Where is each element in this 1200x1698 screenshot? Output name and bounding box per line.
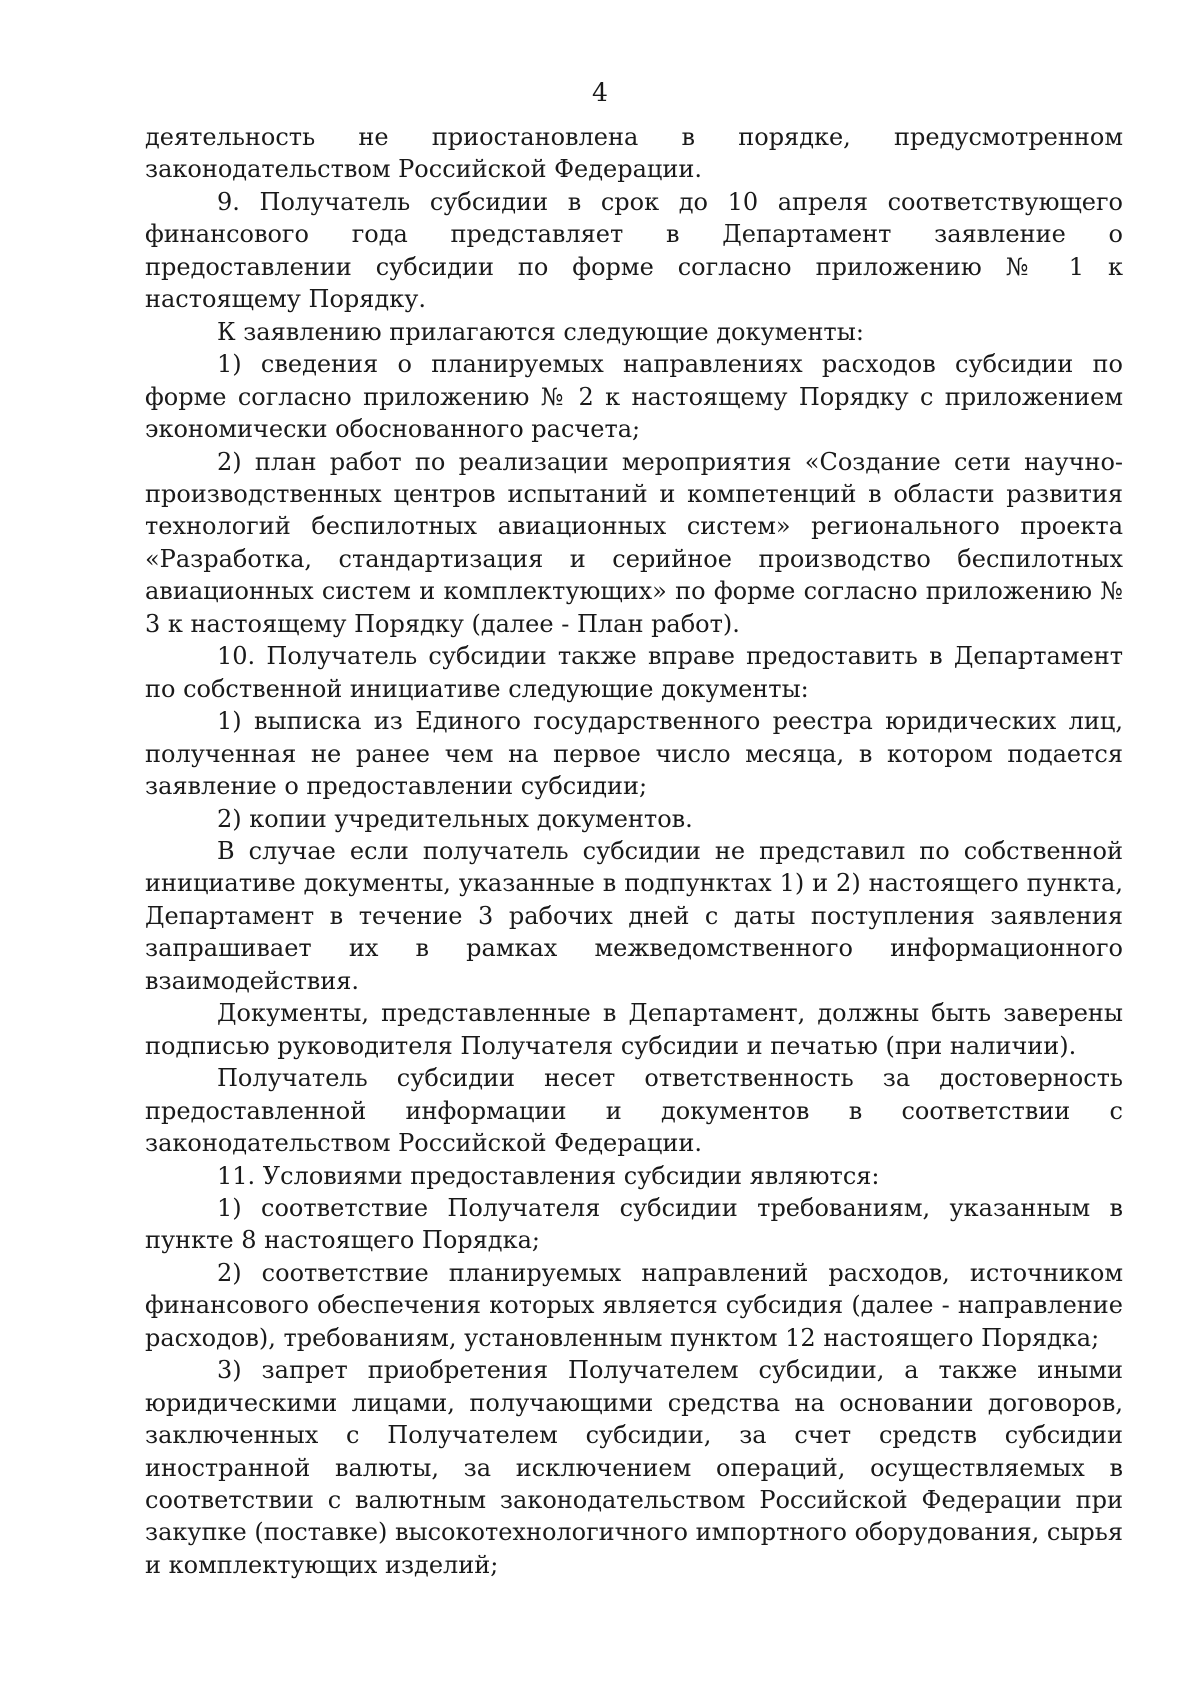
paragraph-item-11-subitem-3: 3) запрет приобретения Получателем субсидии, а также иными юридическими лицами, получающими средства на основании договоров, заключенных с Получателем субсидии, за счет средств субсидии иностранной валюты, за исключением операций, осуществляемых в соответствии с валютным законодательством Российской Федерации при закупке (поставке) высокотехнологичного импортного оборудования, сырья и комплектующих изделий; <box>145 1356 1123 1579</box>
paragraph-attachments-intro: К заявлению прилагаются следующие документы: <box>217 317 864 346</box>
paragraph-certification: Документы, представленные в Департамент, должны быть заверены подписью руководителя Получателя субсидии и печатью (при наличии). <box>145 999 1123 1060</box>
paragraph-item-11-subitem-1: 1) соответствие Получателя субсидии требованиям, указанным в пункте 8 настоящего Порядка; <box>145 1193 1123 1255</box>
paragraph-item-10: 10. Получатель субсидии также вправе предоставить в Департамент по собственной инициативе следующие документы: <box>145 642 1123 703</box>
paragraph-item-9: 9. Получатель субсидии в срок до 10 апреля соответствующего финансового года представляет в Департамент заявление о предоставлении субсидии по форме согласно приложению № 1 к настоящему Порядку. <box>145 187 1123 314</box>
document-body <box>145 121 1123 1581</box>
paragraph-subitem-1: 1) сведения о планируемых направлениях расходов субсидии по форме согласно приложению № 2 к настоящему Порядку с приложением экономически обоснованного расчета; <box>145 350 1123 444</box>
paragraph-responsibility: Получатель субсидии несет ответственность за достоверность предоставленной информации и документов в соответствии с законодательством Российской Федерации. <box>145 1064 1123 1158</box>
paragraph-subitem-2: 2) план работ по реализации мероприятия «Создание сети научно-производственных центров испытаний и компетенций в области развития технологий беспилотных авиационных систем» регионального проекта «Разработка, стандартизация и серийное производство беспилотных авиационных систем и комплектующих» по форме согласно приложению № 3 к настоящему Порядку (далее - План работ). <box>145 447 1123 638</box>
paragraph-continuation: деятельность не приостановлена в порядке, предусмотренном законодательством Российской Федерации. <box>145 123 1123 184</box>
paragraph-item-10-subitem-2: 2) копии учредительных документов. <box>217 804 693 833</box>
paragraph-item-11-subitem-2: 2) соответствие планируемых направлений расходов, источником финансового обеспечения которых является субсидия (далее - направление расходов), требованиям, установленным пунктом 12 настоящего Порядка; <box>145 1258 1123 1352</box>
page-number: 4 <box>592 78 608 107</box>
paragraph-item-10-subitem-1: 1) выписка из Единого государственного реестра юридических лиц, полученная не ранее чем на первое число месяца, в котором подается заявление о предоставлении субсидии; <box>145 707 1123 801</box>
paragraph-request-clause: В случае если получатель субсидии не представил по собственной инициативе документы, указанные в подпунктах 1) и 2) настоящего пункта, Департамент в течение 3 рабочих дней с даты поступления заявления запрашивает их в рамках межведомственного информационного взаимодействия. <box>145 836 1123 995</box>
paragraph-item-11: 11. Условиями предоставления субсидии являются: <box>217 1161 880 1190</box>
